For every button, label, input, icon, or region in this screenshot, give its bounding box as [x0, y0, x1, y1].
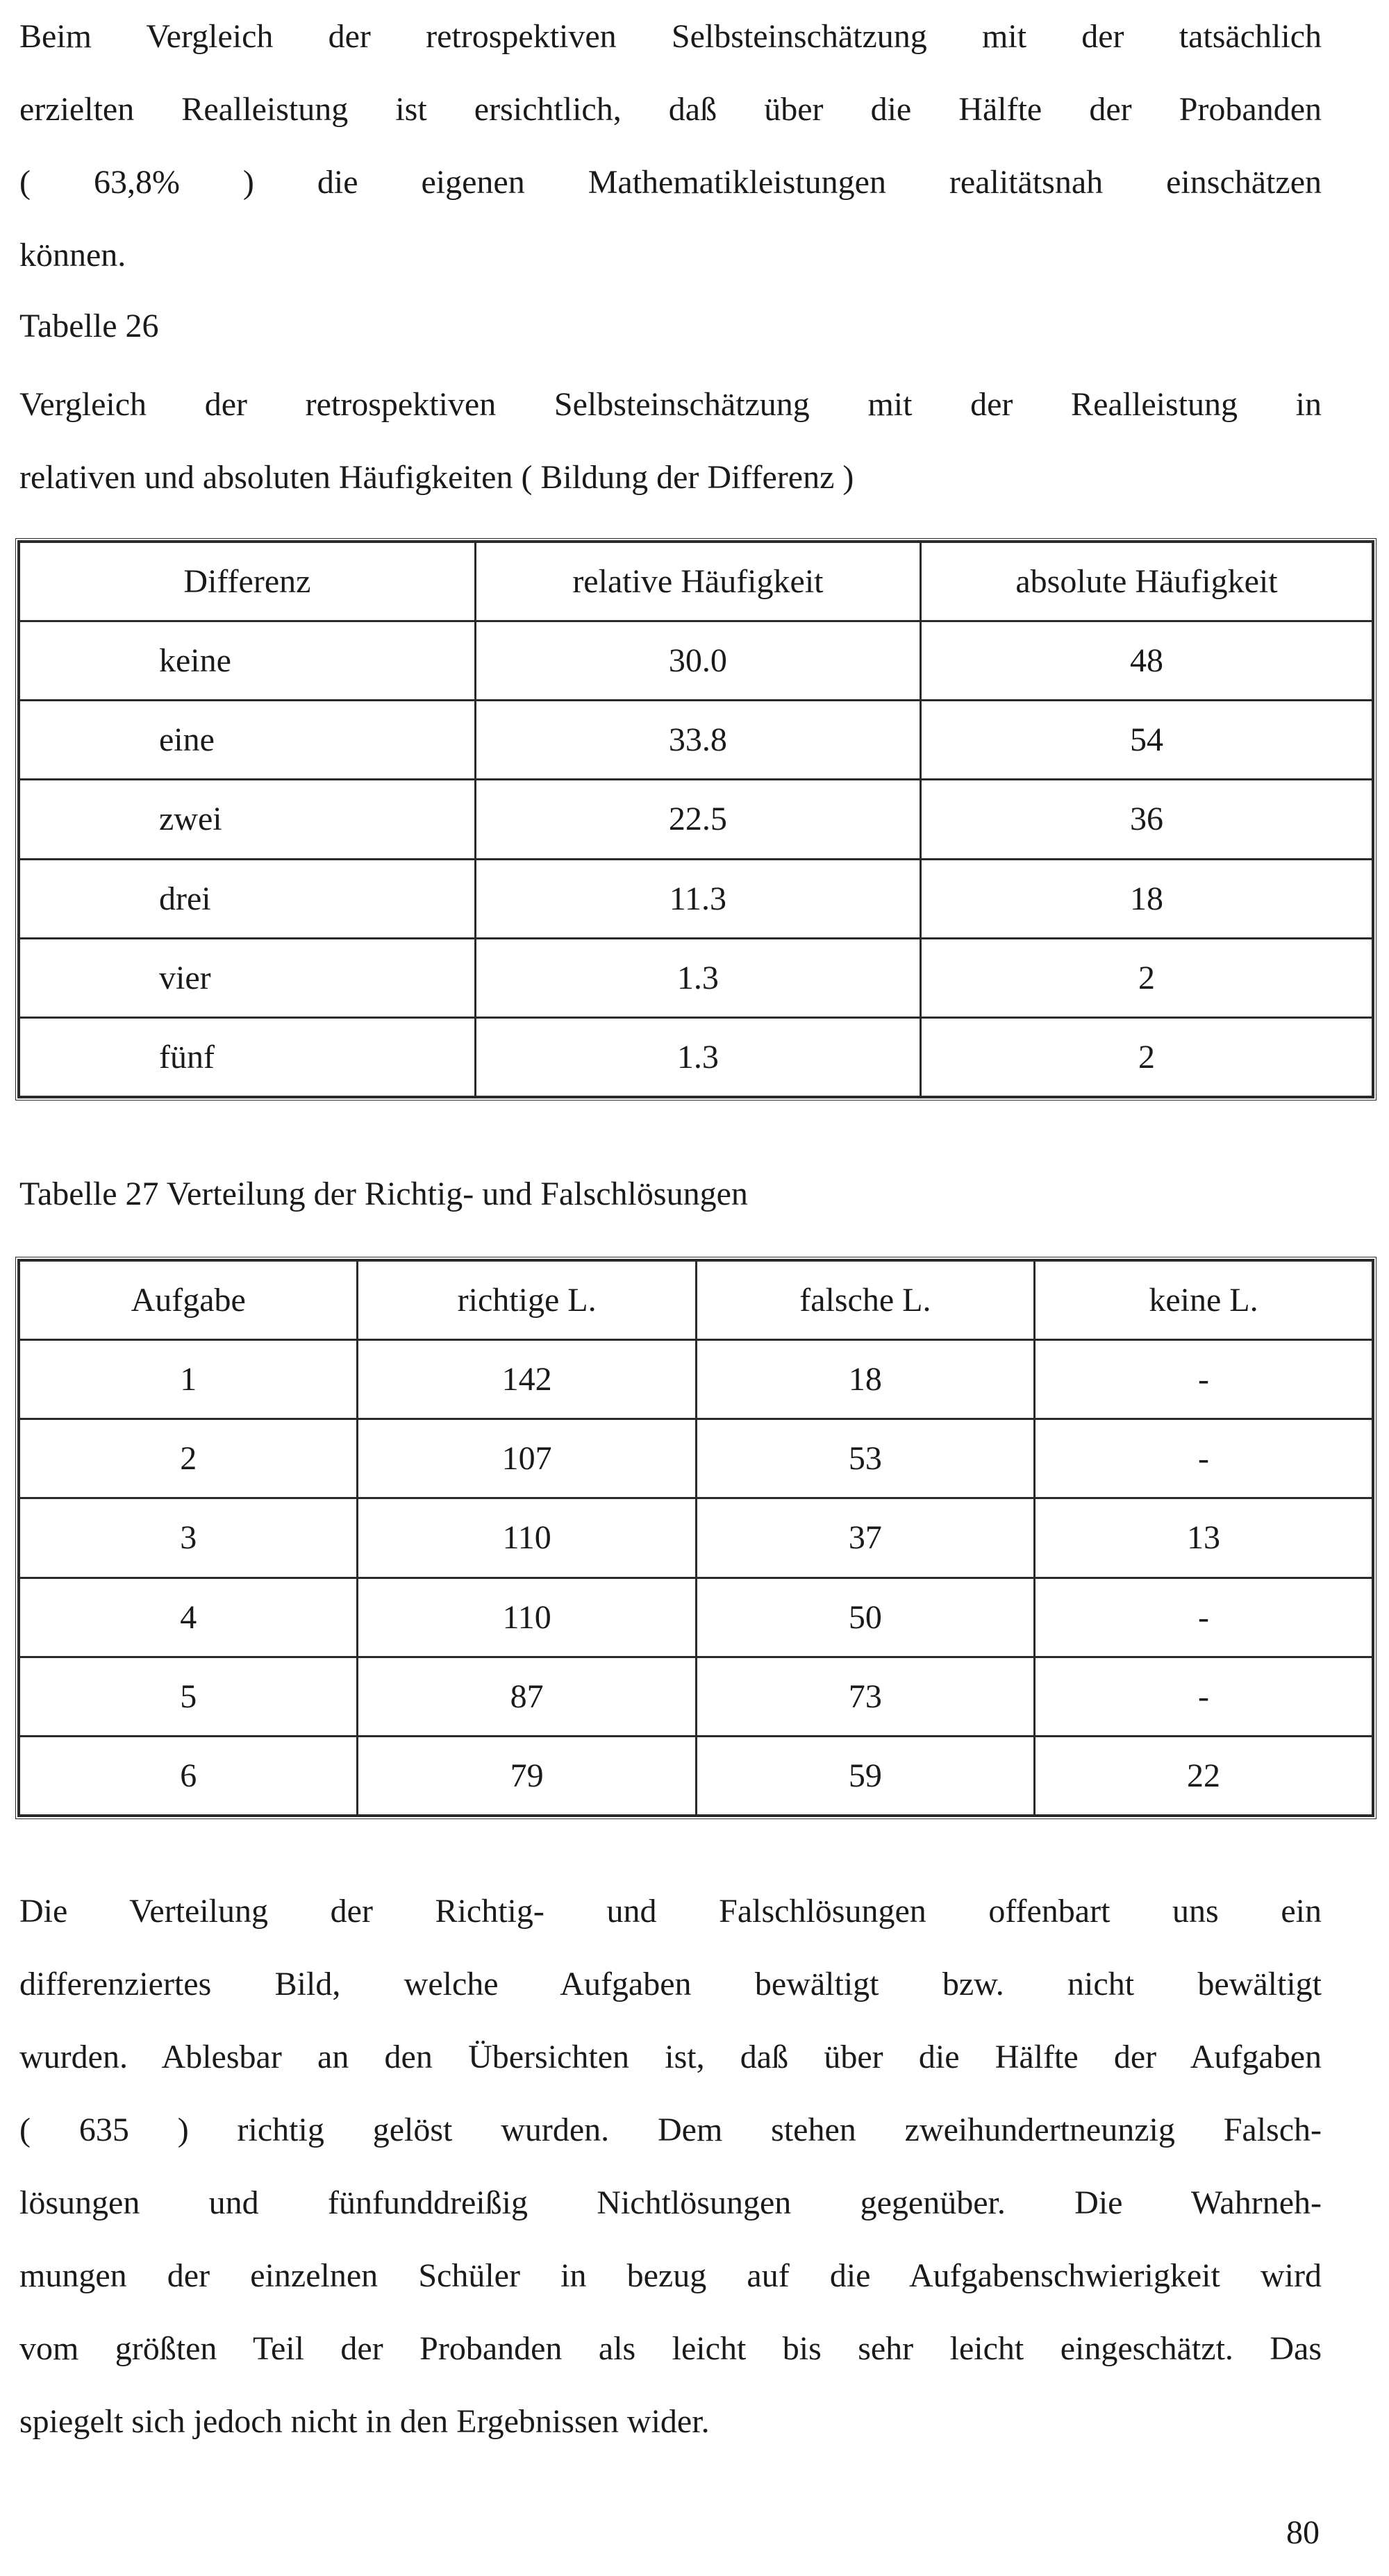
table27-cell: 18	[696, 1340, 1034, 1419]
table-row	[19, 938, 1373, 1017]
table27-cell: 79	[358, 1736, 696, 1815]
table26-label: Tabelle 26	[19, 308, 159, 344]
table26-header-row	[19, 542, 1373, 621]
table-row	[19, 1419, 1373, 1498]
table27-cell: 110	[358, 1578, 696, 1657]
table27-cell: 4	[19, 1578, 358, 1657]
table26-cell: 2	[920, 1017, 1372, 1096]
table27-header-falsche: falsche L.	[696, 1261, 1034, 1340]
table26-cell: 30.0	[475, 621, 920, 701]
table27-cell: 73	[696, 1657, 1034, 1736]
table27-cell: 3	[19, 1498, 358, 1578]
table26-cell: 48	[920, 621, 1372, 701]
table27-cell: 142	[358, 1340, 696, 1419]
table27-header-row	[19, 1261, 1373, 1340]
table26-title-line-2: relativen und absoluten Häufigkeiten ( Bildung der Differenz )	[19, 459, 854, 496]
table26-cell: vier	[19, 938, 476, 1017]
closing-line-6: mungen der einzelnen Schüler in bezug auf die Aufgabenschwierigkeit wird	[19, 2257, 1322, 2294]
table27-cell: 107	[358, 1419, 696, 1498]
table26-cell: 1.3	[475, 938, 920, 1017]
table26-cell: 1.3	[475, 1017, 920, 1096]
table26-cell: 18	[920, 859, 1372, 938]
table27-caption: Tabelle 27 Verteilung der Richtig- und Falschlösungen	[19, 1176, 748, 1212]
intro-line-2: erzielten Realleistung ist ersichtlich, daß über die Hälfte der Probanden	[19, 91, 1322, 128]
table26-cell: 22.5	[475, 780, 920, 859]
table27-cell: 59	[696, 1736, 1034, 1815]
closing-line-8: spiegelt sich jedoch nicht in den Ergebnissen wider.	[19, 2403, 710, 2440]
table26-header-relative: relative Häufigkeit	[475, 542, 920, 621]
table27-cell: 5	[19, 1657, 358, 1736]
table27-cell: 2	[19, 1419, 358, 1498]
table-row	[19, 1017, 1373, 1096]
table27	[15, 1257, 1376, 1819]
table26-cell: keine	[19, 621, 476, 701]
table27-cell: 53	[696, 1419, 1034, 1498]
table27-header-keine: keine L.	[1034, 1261, 1372, 1340]
table-row	[19, 1657, 1373, 1736]
table-row	[19, 1578, 1373, 1657]
table27-cell: 50	[696, 1578, 1034, 1657]
table27-cell: 22	[1034, 1736, 1372, 1815]
table26-cell: eine	[19, 701, 476, 780]
closing-line-3: wurden. Ablesbar an den Übersichten ist, daß über die Hälfte der Aufgaben	[19, 2039, 1322, 2075]
table26-cell: 2	[920, 938, 1372, 1017]
table-row	[19, 1736, 1373, 1815]
closing-line-1: Die Verteilung der Richtig- und Falschlösungen offenbart uns ein	[19, 1893, 1322, 1930]
table27-cell: -	[1034, 1657, 1372, 1736]
table27-cell: 110	[358, 1498, 696, 1578]
table27-cell: -	[1034, 1340, 1372, 1419]
table26-header-differenz: Differenz	[19, 542, 476, 621]
table27-header-aufgabe: Aufgabe	[19, 1261, 358, 1340]
table-row	[19, 859, 1373, 938]
closing-paragraph	[19, 1875, 1322, 2458]
table-row	[19, 621, 1373, 701]
table26-title-line-1: Vergleich der retrospektiven Selbsteinschätzung mit der Realleistung in	[19, 386, 1322, 423]
table26	[15, 538, 1376, 1101]
table27-header-richtige: richtige L.	[358, 1261, 696, 1340]
table26-cell: 36	[920, 780, 1372, 859]
table27-cell: -	[1034, 1578, 1372, 1657]
table27-cell: 1	[19, 1340, 358, 1419]
table26-cell: 54	[920, 701, 1372, 780]
intro-line-4: können.	[19, 237, 126, 274]
table27-cell: 13	[1034, 1498, 1372, 1578]
table26-cell: fünf	[19, 1017, 476, 1096]
intro-paragraph	[19, 0, 1322, 292]
table-row	[19, 780, 1373, 859]
table27-cell: 6	[19, 1736, 358, 1815]
table26-header-absolute: absolute Häufigkeit	[920, 542, 1372, 621]
table-row	[19, 1498, 1373, 1578]
intro-line-3: ( 63,8% ) die eigenen Mathematikleistungen realitätsnah einschätzen	[19, 164, 1322, 201]
intro-line-1: Beim Vergleich der retrospektiven Selbsteinschätzung mit der tatsächlich	[19, 18, 1322, 55]
table26-cell: drei	[19, 859, 476, 938]
table27-cell: -	[1034, 1419, 1372, 1498]
table26-cell: 33.8	[475, 701, 920, 780]
table-row	[19, 1340, 1373, 1419]
table26-title	[19, 368, 1322, 514]
table26-cell: 11.3	[475, 859, 920, 938]
closing-line-7: vom größten Teil der Probanden als leicht bis sehr leicht eingeschätzt. Das	[19, 2330, 1322, 2367]
table26-cell: zwei	[19, 780, 476, 859]
table-row	[19, 701, 1373, 780]
closing-line-4: ( 635 ) richtig gelöst wurden. Dem stehen zweihundertneunzig Falsch-	[19, 2111, 1322, 2148]
table27-cell: 37	[696, 1498, 1034, 1578]
page-number: 80	[1286, 2514, 1320, 2551]
closing-line-5: lösungen und fünfunddreißig Nichtlösungen gegenüber. Die Wahrneh-	[19, 2184, 1322, 2221]
closing-line-2: differenziertes Bild, welche Aufgaben bewältigt bzw. nicht bewältigt	[19, 1966, 1322, 2002]
table27-cell: 87	[358, 1657, 696, 1736]
